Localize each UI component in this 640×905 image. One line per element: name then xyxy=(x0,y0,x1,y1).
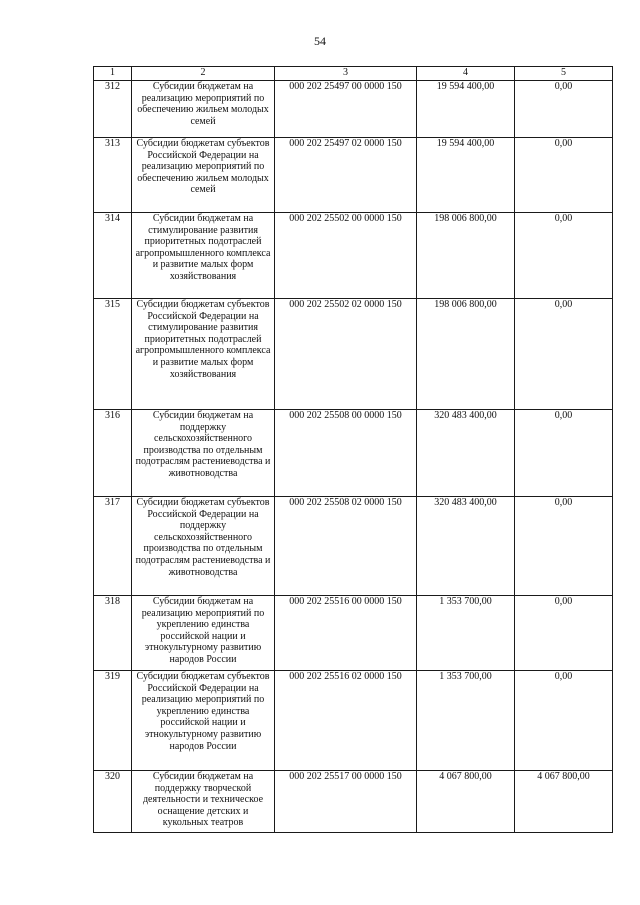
row-code: 000 202 25508 02 0000 150 xyxy=(275,497,417,596)
row-amount-fed: 0,00 xyxy=(515,138,613,213)
budget-table xyxy=(93,66,613,833)
table-row xyxy=(94,771,613,833)
row-number: 313 xyxy=(94,138,132,213)
column-header-2: 2 xyxy=(132,67,275,81)
column-header-4: 4 xyxy=(417,67,515,81)
row-amount-plan: 19 594 400,00 xyxy=(417,138,515,213)
row-number: 312 xyxy=(94,81,132,138)
row-amount-plan: 198 006 800,00 xyxy=(417,213,515,299)
table-row xyxy=(94,410,613,497)
row-name: Субсидии бюджетам на поддержку сельскохозяйственного производства по отдельным подотраслям растениеводства и животноводства xyxy=(132,410,275,497)
row-code: 000 202 25516 02 0000 150 xyxy=(275,671,417,771)
row-code: 000 202 25497 00 0000 150 xyxy=(275,81,417,138)
column-header-3: 3 xyxy=(275,67,417,81)
row-amount-fed: 0,00 xyxy=(515,299,613,410)
row-code: 000 202 25502 02 0000 150 xyxy=(275,299,417,410)
row-name: Субсидии бюджетам субъектов Российской Федерации на реализацию мероприятий по укреплению единства российской нации и этнокультурному развитию народов России xyxy=(132,671,275,771)
row-code: 000 202 25497 02 0000 150 xyxy=(275,138,417,213)
row-number: 314 xyxy=(94,213,132,299)
table-row xyxy=(94,671,613,771)
row-amount-plan: 4 067 800,00 xyxy=(417,771,515,833)
row-name: Субсидии бюджетам на реализацию мероприятий по обеспечению жильем молодых семей xyxy=(132,81,275,138)
row-amount-plan: 320 483 400,00 xyxy=(417,497,515,596)
table-row xyxy=(94,81,613,138)
table-row xyxy=(94,497,613,596)
row-name: Субсидии бюджетам на реализацию мероприятий по укреплению единства российской нации и этнокультурному развитию народов России xyxy=(132,596,275,671)
table-row xyxy=(94,299,613,410)
row-amount-plan: 1 353 700,00 xyxy=(417,596,515,671)
row-number: 319 xyxy=(94,671,132,771)
row-number: 320 xyxy=(94,771,132,833)
table-row xyxy=(94,138,613,213)
row-amount-fed: 0,00 xyxy=(515,596,613,671)
row-amount-fed: 0,00 xyxy=(515,81,613,138)
row-number: 315 xyxy=(94,299,132,410)
page-number: 54 xyxy=(314,34,326,48)
row-amount-fed: 0,00 xyxy=(515,497,613,596)
row-amount-fed: 0,00 xyxy=(515,213,613,299)
row-number: 316 xyxy=(94,410,132,497)
row-amount-fed: 4 067 800,00 xyxy=(515,771,613,833)
row-name: Субсидии бюджетам субъектов Российской Федерации на поддержку сельскохозяйственного производства по отдельным подотраслям растениеводства и животноводства xyxy=(132,497,275,596)
row-name: Субсидии бюджетам субъектов Российской Федерации на стимулирование развития приоритетных подотраслей агропромышленного комплекса и развитие малых форм хозяйствования xyxy=(132,299,275,410)
row-name: Субсидии бюджетам на поддержку творческой деятельности и техническое оснащение детских и кукольных театров xyxy=(132,771,275,833)
row-code: 000 202 25502 00 0000 150 xyxy=(275,213,417,299)
row-code: 000 202 25517 00 0000 150 xyxy=(275,771,417,833)
row-amount-plan: 1 353 700,00 xyxy=(417,671,515,771)
header-row xyxy=(94,67,613,81)
table-row xyxy=(94,213,613,299)
row-amount-plan: 198 006 800,00 xyxy=(417,299,515,410)
table-body xyxy=(94,81,613,833)
row-amount-fed: 0,00 xyxy=(515,410,613,497)
row-name: Субсидии бюджетам субъектов Российской Федерации на реализацию мероприятий по обеспечению жильем молодых семей xyxy=(132,138,275,213)
row-name: Субсидии бюджетам на стимулирование развития приоритетных подотраслей агропромышленного комплекса и развитие малых форм хозяйствования xyxy=(132,213,275,299)
row-number: 317 xyxy=(94,497,132,596)
row-code: 000 202 25508 00 0000 150 xyxy=(275,410,417,497)
column-header-1: 1 xyxy=(94,67,132,81)
column-header-5: 5 xyxy=(515,67,613,81)
row-code: 000 202 25516 00 0000 150 xyxy=(275,596,417,671)
table-header xyxy=(94,67,613,81)
table-row xyxy=(94,596,613,671)
row-amount-fed: 0,00 xyxy=(515,671,613,771)
row-number: 318 xyxy=(94,596,132,671)
row-amount-plan: 320 483 400,00 xyxy=(417,410,515,497)
row-amount-plan: 19 594 400,00 xyxy=(417,81,515,138)
